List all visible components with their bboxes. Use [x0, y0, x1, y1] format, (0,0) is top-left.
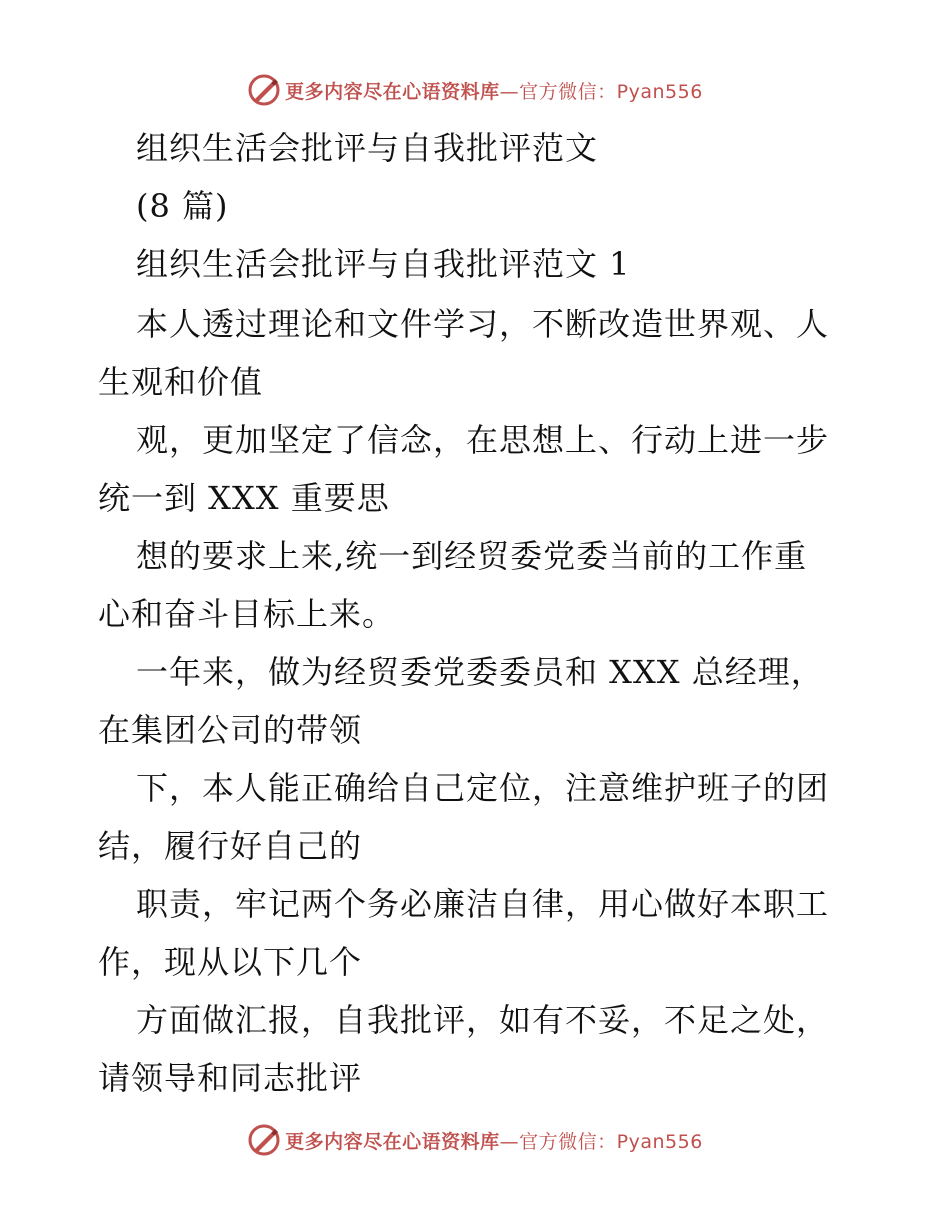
pen-seal-icon [247, 73, 281, 107]
paragraph-line: 下，本人能正确给自己定位，注意维护班子的团 [136, 769, 830, 807]
paragraph-line: 想的要求上来,统一到经贸委党委当前的工作重 [136, 537, 808, 575]
paragraph-line: 一年来，做为经贸委党委委员和 XXX 总经理， [136, 653, 824, 691]
paragraph-line: 生观和价值 [98, 363, 264, 401]
paragraph-line: 请领导和同志批评 [98, 1059, 363, 1097]
watermark-main-text: 更多内容尽在心语资料库 [285, 80, 500, 103]
document-title: 组织生活会批评与自我批评范文 [136, 129, 599, 167]
paragraph-line: 本人透过理论和文件学习，不断改造世界观、人 [136, 305, 830, 343]
paragraph-line: 在集团公司的带领 [98, 711, 363, 749]
watermark-main-text: 更多内容尽在心语资料库 [285, 1130, 500, 1153]
document-title-count: (8 篇) [136, 187, 229, 225]
watermark-contact-text: 官方微信：Pyan556 [519, 80, 703, 103]
paragraph-line: 心和奋斗目标上来。 [98, 595, 396, 633]
pen-seal-icon [247, 1123, 281, 1157]
paragraph-line: 方面做汇报，自我批评，如有不妥，不足之处， [136, 1001, 830, 1039]
watermark-contact-text: 官方微信：Pyan556 [519, 1130, 703, 1153]
paragraph-line: 作，现从以下几个 [98, 943, 363, 981]
section-heading: 组织生活会批评与自我批评范文 1 [136, 245, 631, 283]
header-watermark [0, 68, 950, 112]
paragraph-line: 职责，牢记两个务必廉洁自律，用心做好本职工 [136, 885, 830, 923]
paragraph-line: 统一到 XXX 重要思 [98, 479, 390, 517]
paragraph-line: 结，履行好自己的 [98, 827, 363, 865]
watermark-dash: — [499, 1130, 520, 1153]
watermark-dash: — [499, 80, 520, 103]
paragraph-line: 观，更加坚定了信念，在思想上、行动上进一步 [136, 421, 830, 459]
footer-watermark [0, 1118, 950, 1162]
